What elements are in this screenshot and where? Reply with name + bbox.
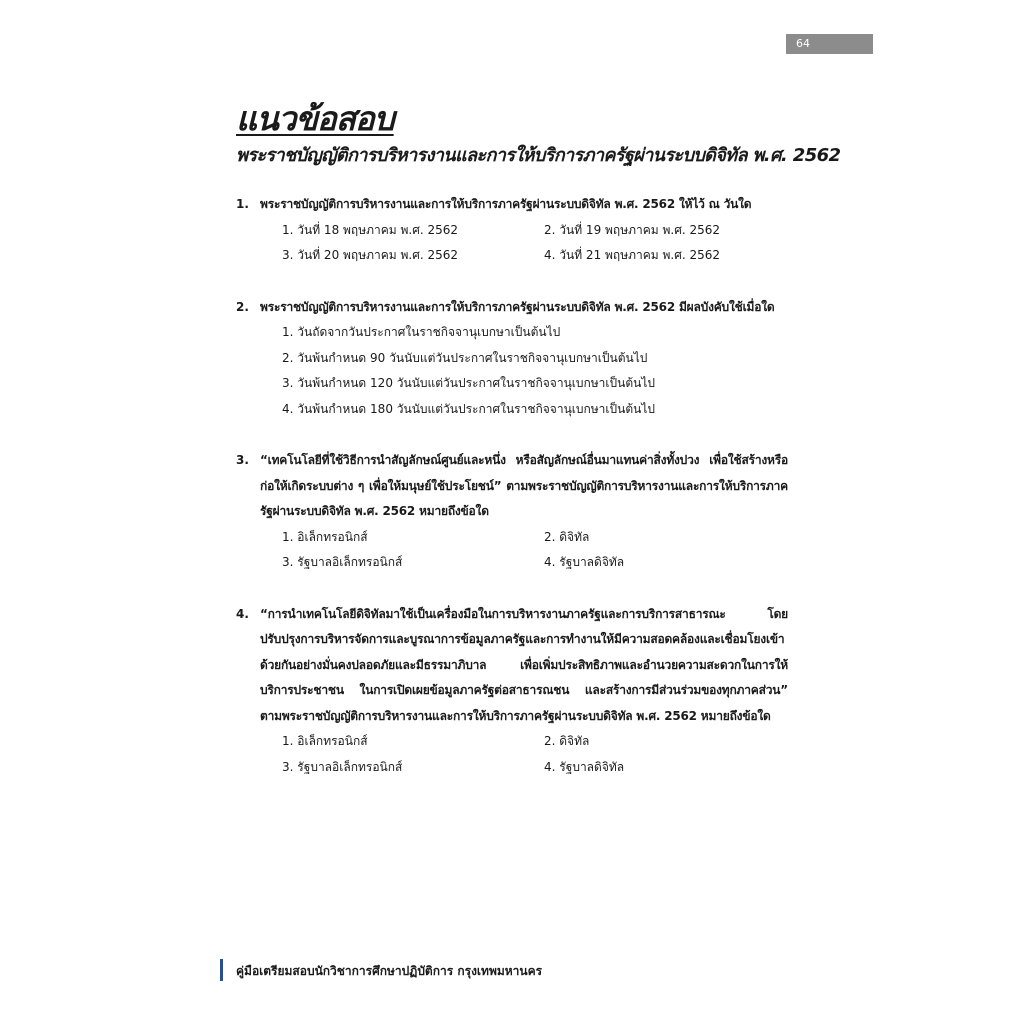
question-text: “การนำเทคโนโลยีดิจิทัลมาใช้เป็นเครื่องมือในการบริหารงานภาครัฐและการบริการสาธารณะ โดยปรับปรุงการบริหารจัดการและบูรณาการข้อมูลภาครัฐและการทำงานให้มีความสอดคล้องและเชื่อมโยงเข้าด้วยกันอย่างมั่นคงปลอดภัยและมีธรรมาภิบาล เพื่อเพิ่มประสิทธิภาพและอำนวยความสะดวกในการให้บริการประชาชน ในการเปิดเผยข้อมูลภาครัฐต่อสาธารณชน และสร้างการมีส่วนร่วมของทุกภาคส่วน” ตามพระราชบัญญัติการบริหารงานและการให้บริการภาครัฐผ่านระบบดิจิทัล พ.ศ. 2562 หมายถึงข้อใด — [260, 606, 788, 723]
page-title: แนวข้อสอบ — [236, 99, 394, 138]
question-4 — [236, 602, 788, 781]
answer-option[interactable]: 2. วันพ้นกำหนด 90 วันนับแต่วันประกาศในราชกิจจานุเบกษาเป็นต้นไป — [282, 350, 648, 365]
answer-option[interactable]: 1. วันถัดจากวันประกาศในราชกิจจานุเบกษาเป็นต้นไป — [282, 325, 561, 339]
page-number: 64 — [786, 34, 873, 54]
answer-option[interactable]: 2. วันที่ 19 พฤษภาคม พ.ศ. 2562 — [544, 222, 721, 237]
answer-option[interactable]: 2. ดิจิทัล — [544, 734, 590, 748]
question-2 — [236, 295, 788, 423]
answer-option[interactable]: 3. วันที่ 20 พฤษภาคม พ.ศ. 2562 — [282, 248, 459, 262]
question-text: พระราชบัญญัติการบริหารงานและการให้บริการภาครัฐผ่านระบบดิจิทัล พ.ศ. 2562 มีผลบังคับใช้เมื่อใด — [260, 299, 775, 314]
answer-option[interactable]: 4. รัฐบาลดิจิทัล — [544, 759, 625, 774]
answer-option[interactable]: 4. วันที่ 21 พฤษภาคม พ.ศ. 2562 — [544, 248, 721, 262]
question-number: 1. — [236, 197, 249, 211]
question-number: 4. — [236, 606, 249, 621]
answer-option[interactable]: 1. อิเล็กทรอนิกส์ — [282, 734, 368, 748]
answer-option[interactable]: 3. รัฐบาลอิเล็กทรอนิกส์ — [282, 555, 403, 569]
question-list — [236, 192, 788, 780]
answer-option[interactable]: 4. รัฐบาลดิจิทัล — [544, 555, 625, 569]
answer-options — [282, 525, 788, 576]
footer-accent-bar — [220, 959, 223, 981]
answer-option[interactable]: 2. ดิจิทัล — [544, 529, 590, 544]
question-number: 3. — [236, 453, 249, 467]
question-3 — [236, 448, 788, 576]
footer-book-title: คู่มือเตรียมสอบนักวิชาการศึกษาปฏิบัติการ กรุงเทพมหานคร — [236, 964, 543, 978]
answer-options — [282, 218, 788, 269]
answer-option[interactable]: 3. รัฐบาลอิเล็กทรอนิกส์ — [282, 759, 403, 774]
question-number: 2. — [236, 299, 249, 314]
answer-options — [282, 729, 788, 780]
question-1 — [236, 192, 788, 269]
answer-option[interactable]: 1. อิเล็กทรอนิกส์ — [282, 529, 368, 544]
answer-option[interactable]: 3. วันพ้นกำหนด 120 วันนับแต่วันประกาศในราชกิจจานุเบกษาเป็นต้นไป — [282, 376, 655, 390]
answer-options — [282, 320, 788, 422]
answer-option[interactable]: 1. วันที่ 18 พฤษภาคม พ.ศ. 2562 — [282, 222, 459, 237]
question-text: “เทคโนโลยีที่ใช้วิธีการนำสัญลักษณ์ศูนย์และหนึ่ง หรือสัญลักษณ์อื่นมาแทนค่าสิ่งทั้งปวง เพื่อใช้สร้างหรือก่อให้เกิดระบบต่าง ๆ เพื่อให้มนุษย์ใช้ประโยชน์” ตามพระราชบัญญัติการบริหารงานและการให้บริการภาครัฐผ่านระบบดิจิทัล พ.ศ. 2562 หมายถึงข้อใด — [260, 453, 788, 518]
page-subtitle: พระราชบัญญัติการบริหารงานและการให้บริการภาครัฐผ่านระบบดิจิทัล พ.ศ. 2562 — [236, 145, 841, 166]
question-text: พระราชบัญญัติการบริหารงานและการให้บริการภาครัฐผ่านระบบดิจิทัล พ.ศ. 2562 ให้ไว้ ณ วันใด — [260, 197, 752, 211]
answer-option[interactable]: 4. วันพ้นกำหนด 180 วันนับแต่วันประกาศในราชกิจจานุเบกษาเป็นต้นไป — [282, 401, 655, 416]
